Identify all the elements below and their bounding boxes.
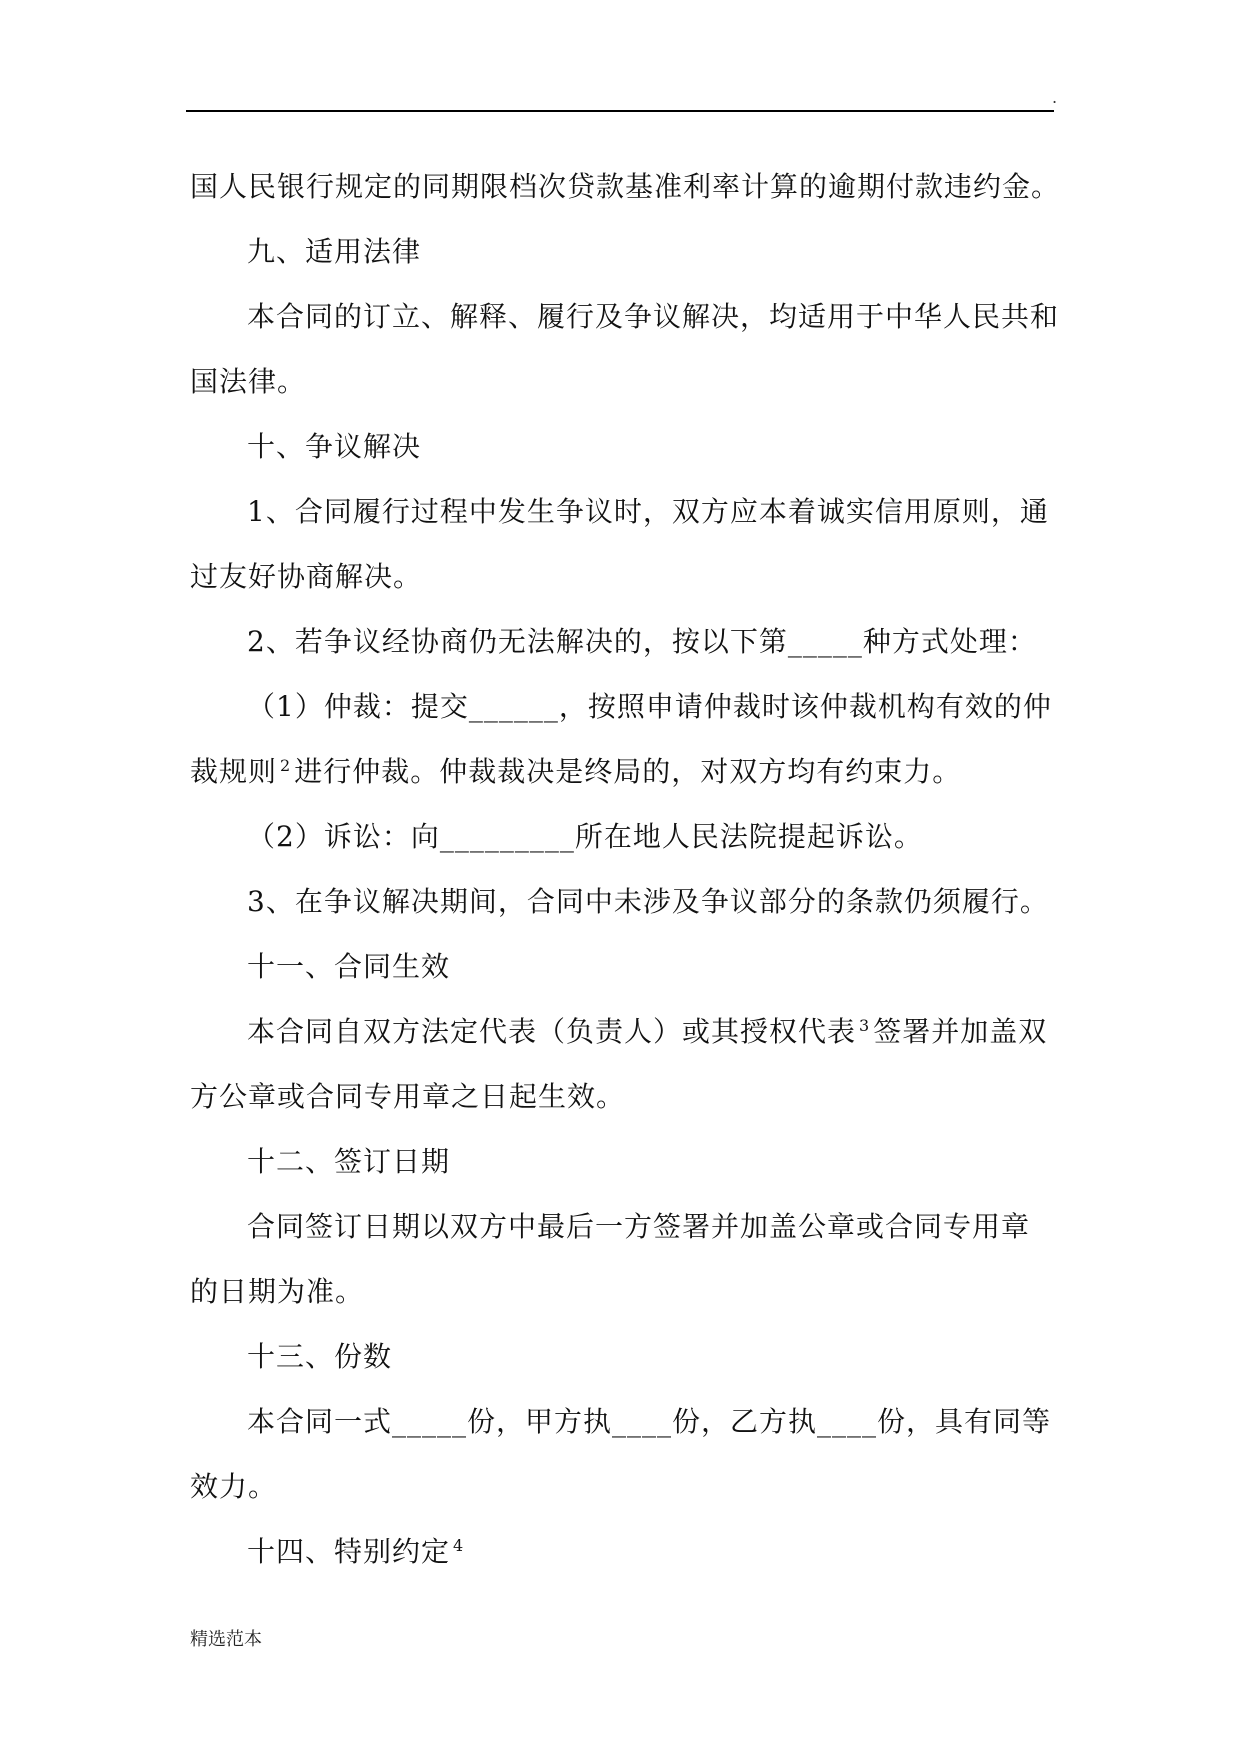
paragraph-line <box>190 219 1060 284</box>
line-text: 十四、特别约定 <box>247 1535 451 1568</box>
line-text: 本合同一式_____份，甲方执____份，乙方执____份，具有同等 <box>247 1405 1052 1438</box>
line-text: 裁规则 <box>190 755 278 788</box>
paragraph-line <box>190 739 1060 804</box>
paragraph-line <box>190 414 1060 479</box>
line-text: 十一、合同生效 <box>247 950 451 983</box>
footer-text: 精选范本 <box>190 1629 262 1650</box>
header-rule <box>186 110 1054 112</box>
paragraph-line <box>190 1389 1060 1454</box>
footnote-marker: 4 <box>453 1536 465 1555</box>
line-text: 十、争议解决 <box>247 430 422 463</box>
paragraph-line <box>190 284 1060 349</box>
paragraph-line <box>190 154 1060 219</box>
line-text-after: 签署并加盖双 <box>873 1015 1048 1048</box>
line-text: 十三、份数 <box>247 1340 393 1373</box>
paragraph-line <box>190 1259 1060 1324</box>
line-text: 十二、签订日期 <box>247 1145 451 1178</box>
line-text: 效力。 <box>190 1470 278 1503</box>
paragraph-line <box>190 804 1060 869</box>
paragraph-line <box>190 1129 1060 1194</box>
paragraph-line <box>190 869 1060 934</box>
paragraph-line <box>190 1064 1060 1129</box>
line-text: 合同签订日期以双方中最后一方签署并加盖公章或合同专用章 <box>247 1210 1031 1243</box>
line-text: 方公章或合同专用章之日起生效。 <box>190 1080 626 1113</box>
line-text: 3、在争议解决期间，合同中未涉及争议部分的条款仍须履行。 <box>247 885 1049 918</box>
line-text: （2）诉讼：向_________所在地人民法院提起诉讼。 <box>247 820 923 853</box>
line-text: 的日期为准。 <box>190 1275 365 1308</box>
line-text-after: 进行仲裁。仲裁裁决是终局的，对双方均有约束力。 <box>294 755 962 788</box>
header-dot: . <box>1052 88 1058 107</box>
paragraph-line <box>190 609 1060 674</box>
footnote-marker: 2 <box>280 756 292 775</box>
paragraph-line <box>190 479 1060 544</box>
line-text: （1）仲裁：提交______，按照申请仲裁时该仲裁机构有效的仲 <box>247 690 1052 723</box>
paragraph-line <box>190 999 1060 1064</box>
paragraph-line <box>190 1454 1060 1519</box>
paragraph-line <box>190 1194 1060 1259</box>
footnote-marker: 3 <box>859 1016 871 1035</box>
document-body <box>190 154 1060 1584</box>
line-text: 本合同的订立、解释、履行及争议解决，均适用于中华人民共和 <box>247 300 1060 333</box>
paragraph-line <box>190 1519 1060 1584</box>
line-text: 过友好协商解决。 <box>190 560 423 593</box>
paragraph-line <box>190 674 1060 739</box>
paragraph-line <box>190 349 1060 414</box>
paragraph-line <box>190 1324 1060 1389</box>
paragraph-line <box>190 934 1060 999</box>
line-text: 国人民银行规定的同期限档次贷款基准利率计算的逾期付款违约金。 <box>190 170 1061 203</box>
line-text: 1、合同履行过程中发生争议时，双方应本着诚实信用原则，通 <box>247 495 1049 528</box>
line-text: 2、若争议经协商仍无法解决的，按以下第_____种方式处理： <box>247 625 1037 658</box>
line-text: 本合同自双方法定代表（负责人）或其授权代表 <box>247 1015 857 1048</box>
line-text: 九、适用法律 <box>247 235 422 268</box>
paragraph-line <box>190 544 1060 609</box>
line-text: 国法律。 <box>190 365 307 398</box>
